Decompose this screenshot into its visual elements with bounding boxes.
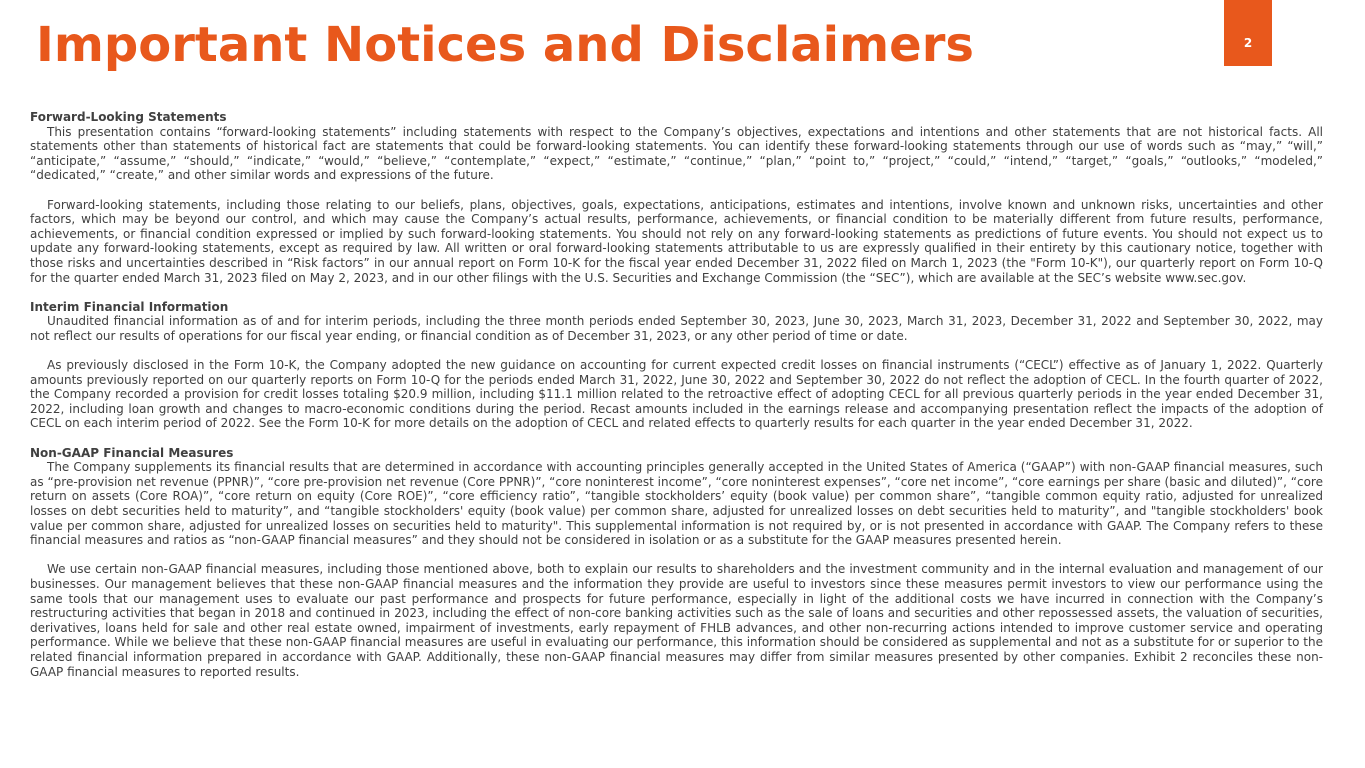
paragraph: This presentation contains “forward-looking statements” including statements with respect to the Company’s objectives, expectations and intentions and other statements that are not historical facts. All statements other than statements of historical fact are statements that could be forward-looking statements. You can identify these forward-looking statements through our use of words such as “may,” “will,” “anticipate,” “assume,” “should,” “indicate,” “would,” “believe,” “contemplate,” “expect,” “estimate,” “continue,” “plan,” “point to,” “project,” “could,” “intend,” “target,” “goals,” “outlooks,” “modeled,” “dedicated,” “create,” and other similar words and expressions of the future.: [30, 124, 1323, 183]
paragraph: We use certain non-GAAP financial measures, including those mentioned above, both to explain our results to shareholders and the investment community and in the internal evaluation and management of our businesses. Our management believes that these non-GAAP financial measures and the information they provide are useful to investors since these measures permit investors to view our performance using the same tools that our management uses to evaluate our past performance and prospects for future performance, especially in light of the additional costs we have incurred in connection with the Company’s restructuring activities that began in 2018 and continued in 2023, including the effect of non-core banking activities such as the sale of loans and securities and other repossessed assets, the valuation of securities, derivatives, loans held for sale and other real estate owned, impairment of investments, early repayment of FHLB advances, and other non-recurring actions intended to improve customer service and operating performance. While we believe that these non-GAAP financial measures are useful in evaluating our performance, this information should be considered as supplemental and not as a substitute for or superior to the related financial information prepared in accordance with GAAP. Additionally, these non-GAAP financial measures may differ from similar measures presented by other companies. Exhibit 2 reconciles these non-GAAP financial measures to reported results.: [30, 562, 1323, 679]
section-heading-forward-looking: Forward-Looking Statements: [30, 110, 227, 124]
paragraph: Unaudited financial information as of and for interim periods, including the three month periods ended September 30, 2023, June 30, 2023, March 31, 2023, December 31, 2022 and September 30, 2022, may not reflect our results of operations for our fiscal year ending, or financial condition as of December 31, 2023, or any other period of time or date.: [30, 314, 1323, 343]
disclaimer-body: [30, 110, 1323, 694]
section-heading-interim-financial: Interim Financial Information: [30, 299, 229, 314]
slide-title: Important Notices and Disclaimers: [36, 17, 974, 73]
paragraph: The Company supplements its financial results that are determined in accordance with accounting principles generally accepted in the United States of America (“GAAP”) with non-GAAP financial measures, such as “pre-provision net revenue (PPNR)”, “core pre-provision net revenue (Core PPNR)”, “core noninterest income”, “core noninterest expenses”, “core net income”, “core earnings per share (basic and diluted)”, “core return on assets (Core ROA)”, “core return on equity (Core ROE)”, “core efficiency ratio”, “tangible stockholders’ equity (book value) per common share”, “tangible common equity ratio, adjusted for unrealized losses on debt securities held to maturity”, and “tangible stockholders' equity (book value) per common share, adjusted for unrealized losses on debt securities held to maturity”, and "tangible stockholders' book value per common share, adjusted for unrealized losses on securities held to maturity". This supplemental information is not required by, or is not presented in accordance with GAAP. The Company refers to these financial measures and ratios as “non-GAAP financial measures” and they should not be considered in isolation or as a substitute for the GAAP measures presented herein.: [30, 460, 1323, 548]
paragraph: Forward-looking statements, including those relating to our beliefs, plans, objectives, goals, expectations, anticipations, estimates and intentions, involve known and unknown risks, uncertainties and other factors, which may be beyond our control, and which may cause the Company’s actual results, performance, achievements, or financial condition to be materially different from future results, performance, achievements, or financial condition expressed or implied by such forward-looking statements. You should not rely on any forward-looking statements as predictions of future events. You should not expect us to update any forward-looking statements, except as required by law. All written or oral forward-looking statements attributable to us are expressly qualified in their entirety by this cautionary notice, together with those risks and uncertainties described in “Risk factors” in our annual report on Form 10-K for the fiscal year ended December 31, 2022 filed on March 1, 2023 (the "Form 10-K"), our quarterly report on Form 10-Q for the quarter ended March 31, 2023 filed on May 2, 2023, and in our other filings with the U.S. Securities and Exchange Commission (the “SEC”), which are available at the SEC’s website www.sec.gov.: [30, 197, 1323, 285]
page-number-badge: 2: [1224, 0, 1272, 66]
paragraph: As previously disclosed in the Form 10-K, the Company adopted the new guidance on accounting for current expected credit losses on financial instruments (“CECL”) effective as of January 1, 2022. Quarterly amounts previously reported on our quarterly reports on Form 10-Q for the periods ended March 31, 2022, June 30, 2022 and September 30, 2022 do not reflect the adoption of CECL. In the fourth quarter of 2022, the Company recorded a provision for credit losses totaling $20.9 million, including $11.1 million related to the retroactive effect of adopting CECL for all previous quarterly periods in the year ended December 31, 2022, including loan growth and changes to macro-economic conditions during the period. Recast amounts included in the earnings release and accompanying presentation reflect the impacts of the adoption of CECL on each interim period of 2022. See the Form 10-K for more details on the adoption of CECL and related effects to quarterly results for each quarter in the year ended December 31, 2022.: [30, 358, 1323, 431]
section-heading-non-gaap: Non-GAAP Financial Measures: [30, 445, 234, 460]
